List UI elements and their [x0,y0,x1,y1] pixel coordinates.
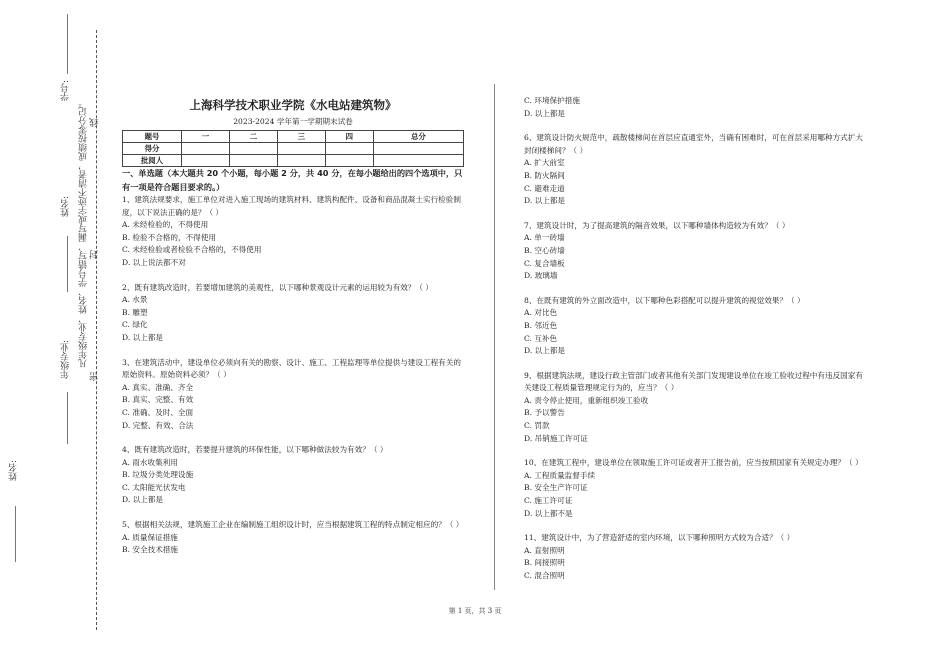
question-text: 5、根据相关法规，建筑施工企业在编制施工组织设计时，应当根据建筑工程的特点制定相应的？（ ） [122,520,464,530]
id-underline [67,14,68,74]
answer-option[interactable]: A. 雨水收集利用 [122,457,178,467]
answer-option[interactable]: D. 以上都不是 [524,508,573,518]
score-header-cell: 总分 [373,131,463,143]
answer-option[interactable]: B. 真实、完整、有效 [122,395,194,405]
binding-margin [0,0,110,672]
left-column [122,194,464,557]
answer-option[interactable]: A. 水景 [122,295,148,305]
question-block [524,457,864,520]
question-text: 11、建筑设计中，为了营造舒适的室内环境，以下哪种照明方式较为合适？（ ） [524,533,795,543]
seal-mark-mi: 密 [90,372,100,381]
right-column [524,95,864,583]
score-header-cell: 题号 [123,131,182,143]
answer-option[interactable]: C. 罚款 [524,421,550,431]
question-block [524,132,864,208]
exam-title: 上海科学技术职业学院《水电站建筑物》 [189,98,397,112]
seal-mark-xian: 线 [90,118,100,127]
answer-option[interactable]: B. 垃圾分类处理设施 [122,470,194,480]
question-text: 3、在建筑活动中，建设单位必须向有关的勘察、设计、施工、工程监理等单位提供与建设工程有关的原始资料。原始资料必须？（ ） [122,357,461,380]
answer-option[interactable]: B. 防火隔间 [524,170,565,180]
answer-option[interactable]: A. 质量保证措施 [122,532,178,542]
score-cell[interactable] [229,143,277,155]
answer-option[interactable]: D. 以上都是 [524,108,566,118]
question-text: 10、在建筑工程中，建设单位在领取施工许可证或者开工报告前，应当按照国家有关规定办理？（ ） [524,458,863,468]
school-underline [15,506,16,562]
grade-label: 年级专业: [61,340,71,380]
column-divider [494,84,495,590]
question-block [524,532,864,582]
question-block [122,357,464,433]
answer-option[interactable]: A. 直射照明 [524,545,565,555]
reviewer-cell[interactable] [373,155,463,167]
question-spacer [524,445,864,457]
score-row [123,143,464,155]
exam-subtitle: 2023-2024 学年第一学期期末试卷 [233,117,353,126]
question-spacer [122,432,464,444]
answer-option[interactable]: C. 互补色 [524,333,558,343]
answer-option[interactable]: A. 未经检验的，不得使用 [122,220,209,230]
score-row-label: 得分 [123,143,182,155]
answer-option[interactable]: C. 太阳能光伏发电 [122,482,186,492]
score-header-cell: 三 [277,131,325,143]
answer-option[interactable]: C. 混合照明 [524,571,565,580]
answer-option[interactable]: C. 绿化 [122,320,148,330]
question-block [524,220,864,283]
name-label: 姓名: [61,196,71,218]
question-spacer [524,120,864,132]
answer-option[interactable]: D. 以上都是 [122,332,164,342]
page-footer: 第 1 页，共 3 页 [448,607,502,615]
answer-option[interactable]: B. 予以警告 [524,408,565,418]
question-block [524,370,864,446]
reviewer-row [123,155,464,167]
question-text: 8、在既有建筑的外立面改造中，以下哪种色彩搭配可以提升建筑的视觉效果？（ ） [524,295,805,305]
question-block [122,282,464,345]
grade-underline [67,392,68,444]
answer-option[interactable]: A. 扩大前室 [524,158,565,168]
question-spacer [524,283,864,295]
answer-option[interactable]: D. 玻璃墙 [524,271,558,281]
answer-option[interactable]: B. 邻近色 [524,320,558,330]
answer-option[interactable]: D. 以上都是 [524,346,566,356]
score-cell[interactable] [373,143,463,155]
answer-option[interactable]: C. 避难走道 [524,183,565,193]
question-spacer [524,208,864,220]
answer-option[interactable]: B. 空心砖墙 [524,245,565,255]
score-cell[interactable] [182,143,230,155]
answer-option[interactable]: B. 检验不合格的，不得使用 [122,232,216,242]
score-header-cell: 一 [182,131,230,143]
answer-option[interactable]: A. 工程质量监督手续 [524,470,596,480]
answer-option[interactable]: B. 间接照明 [524,558,565,568]
answer-option[interactable]: A. 单一砖墙 [524,233,565,243]
question-spacer [524,358,864,370]
score-row-label: 批阅人 [123,155,182,167]
seal-notice: 凡年级专业、姓名、学号错写、漏写或字迹不清者，成绩按零分记。 [79,98,89,368]
answer-option[interactable]: C. 复合墙板 [524,258,565,268]
answer-option[interactable]: A. 责令停止使用，重新组织竣工验收 [524,395,649,405]
score-header-cell: 四 [325,131,373,143]
answer-option[interactable]: D. 以上说法都不对 [122,257,186,267]
score-table-header-row [123,131,464,143]
answer-option[interactable]: C. 未经检验或者检验不合格的，不得使用 [122,245,262,255]
question-block [122,444,464,507]
answer-option[interactable]: D. 完整、有效、合法 [122,420,194,430]
question-text: 2、既有建筑改造时，若要增加建筑的美观性，以下哪种景观设计元素的运用较为有效？（ ） [122,282,433,292]
reviewer-cell[interactable] [325,155,373,167]
question-block [122,194,464,270]
question-text: 1、建筑法规要求，施工单位对进入施工现场的建筑材料、建筑构配件、设备和商品混凝土实行检验制度，以下说法正确的是？（ ） [122,195,461,217]
section-heading: 一、单选题（本大题共 20 个小题，每小题 2 分，共 40 分，在每小题给出的四个选项中，只有一项是符合题目要求的。） [122,168,463,192]
question-text: 7、建筑设计时，为了提高建筑的隔音效果，以下哪种墙体构造较为有效？（ ） [524,220,790,230]
answer-option[interactable]: D. 以上都是 [122,495,164,505]
score-cell[interactable] [277,143,325,155]
question-block [524,295,864,358]
answer-option[interactable]: D. 以上都是 [524,196,566,206]
answer-option[interactable]: B. 雕塑 [122,307,148,317]
answer-option[interactable]: D. 吊销施工许可证 [524,433,588,443]
question-text: 4、既有建筑改造时，若要提升建筑的环保性能，以下哪种做法较为有效？（ ） [122,445,388,455]
score-table [122,130,464,167]
answer-option[interactable]: C. 施工许可证 [524,496,573,506]
reviewer-cell[interactable] [277,155,325,167]
question-spacer [122,270,464,282]
seal-mark-feng: 封 [90,250,100,259]
answer-option[interactable]: C. 准确、及时、全面 [122,407,194,417]
school-label: 姓名: [9,460,19,482]
answer-option[interactable]: C. 环境保护措施 [524,96,580,105]
answer-option[interactable]: A. 对比色 [524,308,558,318]
question-block [524,95,864,120]
reviewer-cell[interactable] [182,155,230,167]
answer-option[interactable]: B. 安全技术措施 [122,545,178,555]
reviewer-cell[interactable] [229,155,277,167]
student-id-label: 学号: [61,80,71,102]
answer-option[interactable]: B. 安全生产许可证 [524,483,588,493]
name-underline [67,236,68,292]
question-text: 9、根据建筑法规，建设行政主管部门或者其他有关部门发现建设单位在竣工验收过程中有违反国家有关建设工程质量管理规定行为的，应当？（ ） [524,370,863,393]
question-spacer [524,520,864,532]
question-text: 6、建筑设计防火规范中，疏散楼梯间在首层应直通室外，当确有困难时，可在首层采用哪种方式扩大封闭楼梯间？（ ） [524,133,863,155]
score-header-cell: 二 [229,131,277,143]
question-block [122,519,464,557]
question-spacer [122,345,464,357]
question-spacer [122,507,464,519]
score-cell[interactable] [325,143,373,155]
answer-option[interactable]: A. 真实、准确、齐全 [122,382,194,392]
